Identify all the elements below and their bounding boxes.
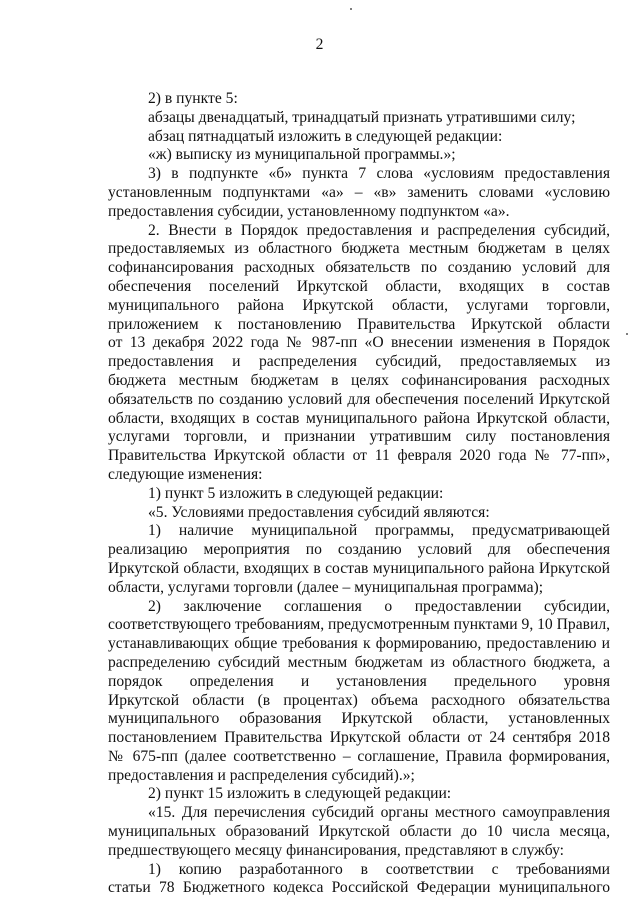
text-line: «ж) выписку из муниципальной программы.»;	[148, 146, 456, 164]
text-line: муниципальных образований Иркутской области до 10 числа месяца,	[108, 823, 610, 841]
text-line: статьи 78 Бюджетного кодекса Российской Федерации муниципального	[108, 879, 610, 897]
text-line: от 13 декабря 2022 года № 987-пп «О внесении изменения в Порядок	[108, 334, 610, 352]
text-line: бюджета местным бюджетам в целях софинансирования расходных	[108, 371, 610, 389]
text-line: обязательств по созданию условий для обеспечения поселений Иркутской	[108, 390, 610, 408]
text-line: приложением к постановлению Правительства Иркутской области	[108, 315, 610, 333]
text-line: области, входящих в состав муниципального района Иркутской области,	[108, 409, 610, 427]
text-line: устанавливающих общие требования к формированию, предоставлению и	[108, 635, 610, 653]
text-line: услугами торговли, и признании утратившим силу постановления	[108, 428, 610, 446]
text-line: следующие изменения:	[108, 465, 263, 483]
text-line: 2) заключение соглашения о предоставлении субсидии,	[148, 597, 610, 615]
text-line: муниципального образования Иркутской области, установленных	[108, 710, 610, 728]
text-line: 2. Внести в Порядок предоставления и распределения субсидий,	[148, 221, 610, 239]
text-line: Иркутской области (в процентах) объема расходного обязательства	[108, 691, 610, 709]
text-line: 1) копию разработанного в соответствии с требованиями	[148, 860, 610, 878]
text-line: абзацы двенадцатый, тринадцатый признать утратившими силу;	[148, 108, 576, 126]
text-line: предоставляемых из областного бюджета местным бюджетам в целях	[108, 240, 610, 258]
text-line: софинансирования расходных обязательств по созданию условий для	[108, 259, 610, 277]
text-line: установленным подпунктами «а» – «в» заменить словами «условию	[108, 183, 610, 201]
text-line: предоставления субсидии, установленному подпунктом «а».	[108, 202, 510, 220]
text-line: 1) наличие муниципальной программы, предусматривающей	[148, 522, 610, 540]
text-line: № 675-пп (далее соответственно – соглашение, Правила формирования,	[108, 747, 610, 765]
text-line: обеспечения поселений Иркутской области, входящих в состав	[108, 277, 610, 295]
text-line: предоставления и распределения субсидий).»;	[108, 766, 415, 784]
document-body	[108, 90, 610, 898]
text-line: порядок определения и установления предельного уровня	[108, 672, 610, 690]
text-line: абзац пятнадцатый изложить в следующей редакции:	[148, 127, 503, 145]
text-line: Иркутской области, входящих в состав муниципального района Иркутской	[108, 559, 610, 577]
text-line: 1) пункт 5 изложить в следующей редакции:	[148, 484, 444, 502]
text-line: соответствующего требованиям, предусмотренным пунктами 9, 10 Правил,	[108, 616, 610, 634]
text-line: постановлением Правительства Иркутской области от 24 сентября 2018	[108, 729, 610, 747]
text-line: 3) в подпункте «б» пункта 7 слова «условиям предоставления	[148, 165, 610, 183]
text-line: муниципального района Иркутской области, услугами торговли,	[108, 296, 610, 314]
text-line: предоставления и распределения субсидий, предоставляемых из	[108, 353, 610, 371]
scan-speck	[626, 333, 628, 335]
text-line: «15. Для перечисления субсидий органы местного самоуправления	[148, 804, 610, 822]
text-line: области, услугами торговли (далее – муниципальная программа);	[108, 578, 544, 596]
text-line: предшествующего месяцу финансирования, представляют в службу:	[108, 841, 565, 859]
text-line: распределению субсидий местным бюджетам из областного бюджета, а	[108, 653, 610, 671]
text-line: «5. Условиями предоставления субсидий являются:	[148, 503, 490, 521]
text-line: реализацию мероприятия по созданию условий для обеспечения	[108, 541, 610, 559]
text-line: 2) в пункте 5:	[148, 90, 238, 107]
text-line: 2) пункт 15 изложить в следующей редакции:	[148, 785, 452, 803]
text-line: Правительства Иркутской области от 11 февраля 2020 года № 77-пп»,	[108, 447, 610, 465]
scan-speck	[350, 8, 352, 10]
page-number: 2	[315, 36, 324, 53]
